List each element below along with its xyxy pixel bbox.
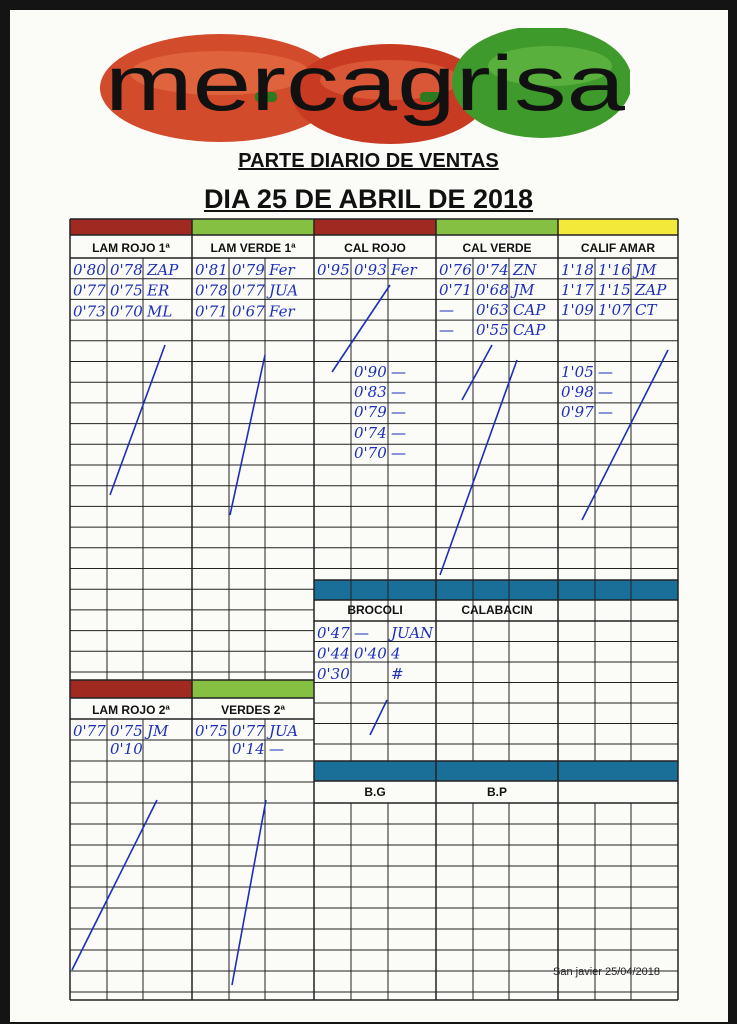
handwritten-entry: 0'93 — [354, 261, 387, 279]
handwritten-entry: ZAP — [147, 261, 179, 279]
handwritten-entry: 0'76 — [439, 261, 472, 279]
strike-stroke — [72, 800, 157, 970]
strike-stroke — [462, 345, 492, 400]
handwritten-entry: 0'30 — [317, 665, 350, 683]
handwritten-entry: 0'44 — [317, 644, 350, 663]
handwritten-entry: JUAN — [391, 624, 434, 642]
handwritten-entry: — — [439, 321, 454, 339]
handwritten-entry: 0'75 — [110, 281, 143, 300]
handwritten-entry: ER — [147, 281, 170, 300]
handwritten-entry: 4 — [391, 644, 401, 663]
date-heading: DIA 25 DE ABRIL DE 2018 — [203, 184, 534, 214]
handwritten-entry: — — [269, 740, 284, 758]
handwritten-entry: 0'77 — [73, 281, 106, 300]
handwritten-entry: 0'14 — [232, 740, 265, 758]
handwritten-entry: 0'95 — [317, 261, 350, 279]
footer-stamp: San javier 25/04/2018 — [553, 966, 661, 978]
handwritten-entry: 0'78 — [195, 281, 228, 300]
handwritten-entry: JUA — [269, 281, 299, 300]
handwritten-entry: 0'68 — [476, 281, 509, 299]
handwritten-entry: 1'09 — [561, 301, 594, 319]
handwritten-entry: 0'78 — [110, 261, 143, 279]
handwritten-entry: 0'74 — [354, 424, 387, 442]
strike-stroke — [370, 700, 387, 735]
handwritten-entry: ZN — [513, 261, 537, 279]
handwritten-entry: 0'79 — [354, 403, 387, 421]
handwritten-entry: JM — [147, 722, 169, 740]
handwritten-entry: CAP — [513, 301, 546, 319]
header-cal-verde: CAL VERDE — [462, 241, 532, 255]
handwritten-entry: 0'47 — [317, 624, 350, 642]
handwritten-entry: — — [354, 624, 369, 642]
header-bp: B.P — [486, 785, 508, 799]
handwritten-entry: CAP — [513, 321, 546, 339]
handwritten-entry: — — [391, 403, 406, 421]
handwritten-entry: 0'81 — [195, 261, 228, 279]
header-verdes-2: VERDES 2ª — [221, 703, 285, 717]
handwritten-entry: 0'90 — [354, 363, 387, 381]
handwritten-entry: 0'79 — [232, 261, 265, 279]
handwritten-entry: — — [598, 383, 613, 401]
handwritten-entry: — — [391, 444, 406, 462]
strike-stroke — [332, 285, 390, 372]
handwritten-entry: ML — [147, 302, 173, 321]
handwritten-entry: 0'73 — [73, 302, 106, 321]
handwritten-entry: 0'80 — [73, 261, 106, 279]
header-calabacin: CALABACIN — [461, 603, 533, 617]
handwritten-entry: JM — [635, 261, 657, 279]
handwritten-entry: 1'07 — [598, 301, 631, 319]
handwritten-entry: 0'10 — [110, 740, 143, 758]
handwritten-entry: — — [598, 403, 613, 421]
header-lam-rojo-1: LAM ROJO 1ª — [92, 241, 170, 255]
handwritten-entry: 0'77 — [232, 722, 265, 740]
handwritten-entry: Fer — [269, 261, 295, 279]
page-title: PARTE DIARIO DE VENTAS — [238, 150, 499, 172]
handwritten-entry: 0'77 — [232, 281, 265, 300]
handwritten-entry: 0'55 — [476, 321, 509, 339]
handwritten-entry: 0'75 — [110, 722, 143, 740]
header-lam-rojo-2: LAM ROJO 2ª — [92, 703, 170, 717]
handwritten-entry: 1'18 — [561, 261, 594, 279]
handwritten-entry: 0'40 — [354, 644, 387, 663]
brand-wordmark: mercagrisa — [105, 39, 626, 127]
handwritten-entry: 0'75 — [195, 722, 228, 740]
handwritten-entry: — — [391, 383, 406, 401]
handwritten-entry: 0'63 — [476, 301, 509, 319]
handwritten-entry: ZAP — [635, 281, 667, 299]
strike-stroke — [230, 355, 265, 515]
header-calif-amar: CALIF AMAR — [580, 241, 656, 255]
header-lam-verde-1: LAM VERDE 1ª — [210, 241, 296, 255]
header-bg: B.G — [364, 785, 386, 799]
handwritten-entry: 0'70 — [110, 302, 143, 321]
handwritten-entry: # — [391, 665, 404, 683]
handwritten-entry: 0'77 — [73, 722, 106, 740]
strike-stroke — [110, 345, 165, 495]
handwritten-entry: CT — [635, 301, 657, 319]
handwritten-entry: 1'16 — [598, 261, 631, 279]
handwritten-entry: 0'74 — [476, 261, 509, 279]
header-brocoli: BROCOLI — [347, 603, 403, 617]
handwritten-entry: 0'97 — [561, 403, 594, 421]
handwritten-entry: 1'15 — [598, 281, 631, 299]
handwritten-entry: — — [391, 424, 406, 442]
handwritten-entry: Fer — [269, 302, 295, 321]
handwritten-entry: 0'70 — [354, 444, 387, 462]
handwritten-entry: 0'71 — [195, 302, 228, 321]
handwritten-entry: JM — [513, 281, 535, 299]
strike-stroke — [582, 350, 668, 520]
strike-stroke — [440, 360, 517, 575]
handwritten-entry: — — [391, 363, 406, 381]
handwritten-entry: — — [439, 301, 454, 319]
handwritten-entry: 0'71 — [439, 281, 472, 299]
handwritten-entry: 1'17 — [561, 281, 594, 299]
handwritten-entry: 0'83 — [354, 383, 387, 401]
strike-stroke — [232, 800, 266, 985]
handwritten-entry: JUA — [269, 722, 299, 740]
handwritten-entry: — — [598, 363, 613, 381]
handwritten-entry: 1'05 — [561, 363, 594, 381]
handwritten-entry: 0'67 — [232, 302, 265, 321]
handwritten-entry: Fer — [391, 261, 417, 279]
header-cal-rojo: CAL ROJO — [344, 241, 406, 255]
handwritten-entry: 0'98 — [561, 383, 594, 401]
